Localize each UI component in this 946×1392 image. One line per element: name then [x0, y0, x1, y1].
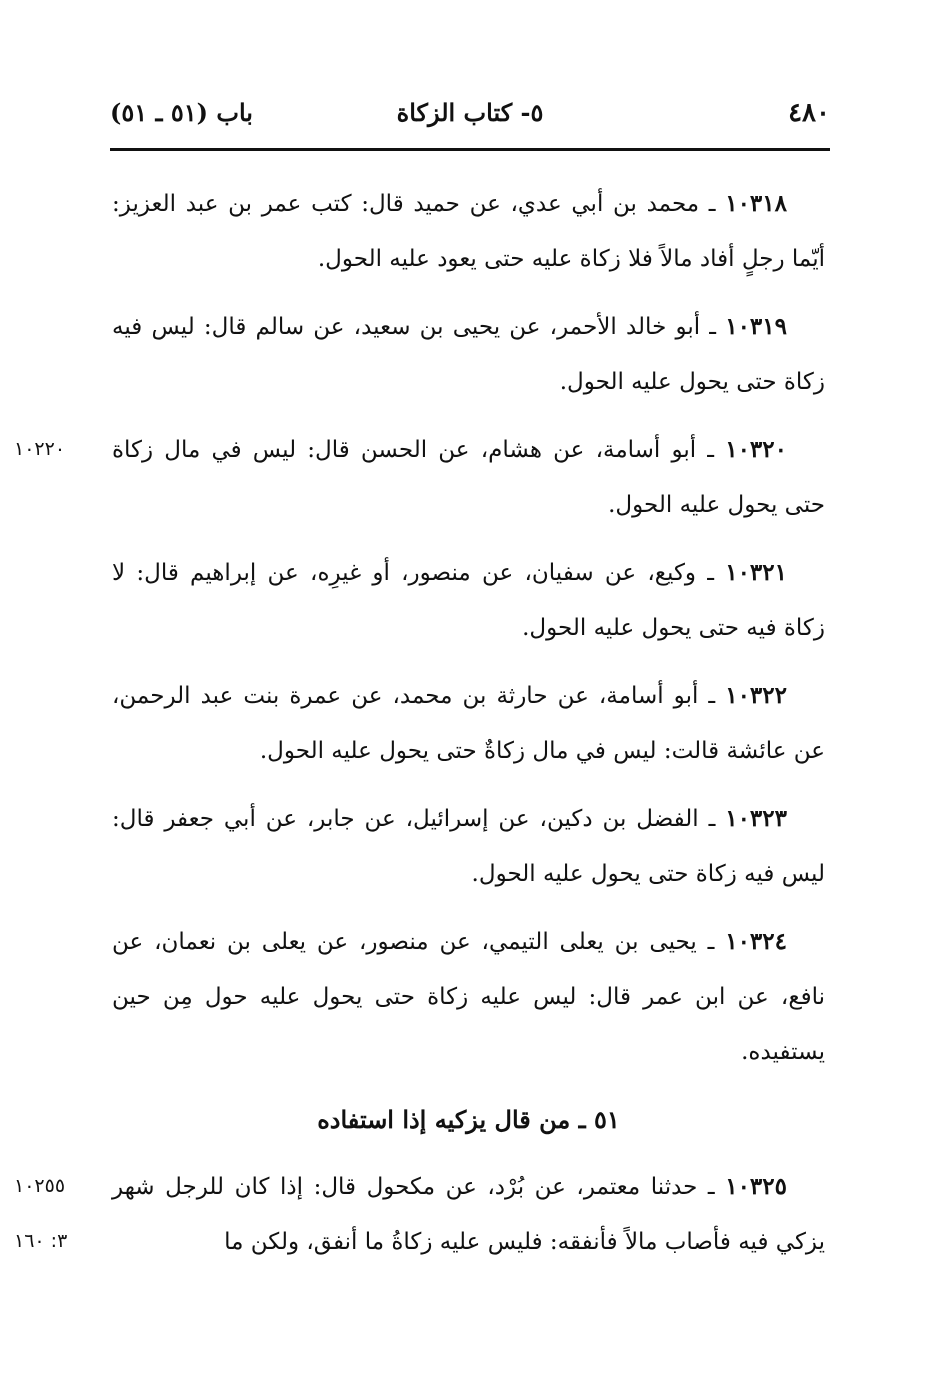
entry-number: ١٠٣٢١	[725, 559, 787, 586]
entry-number: ١٠٣١٩	[725, 313, 787, 340]
section-heading: ٥١ ـ من قال يزكيه إذا استفاده	[317, 1105, 620, 1134]
page-body	[14, 176, 825, 1282]
entry-text: ـ أبو أسامة، عن هشام، عن الحسن قال: ليس في مال زكاة حتى يحول عليه الحول.	[112, 437, 825, 518]
page-number: ٤٨٠	[788, 98, 830, 128]
hadith-entry-10324	[112, 914, 825, 1080]
page-header	[110, 90, 830, 150]
margin-reference: ١٠٢٢٠	[14, 438, 66, 460]
entry-text: ـ أبو خالد الأحمر، عن يحيى بن سعيد، عن سالم قال: ليس فيه زكاة حتى يحول عليه الحول.	[112, 314, 825, 395]
entry-text: ـ أبو أسامة، عن حارثة بن محمد، عن عمرة بنت عبد الرحمن، عن عائشة قالت: ليس في مال زكاةٌ حتى يحول عليه الحول.	[112, 683, 825, 764]
hadith-entry-10318	[112, 176, 825, 287]
hadith-entry-10319	[112, 299, 825, 410]
hadith-entry-10325	[14, 1159, 825, 1270]
entry-text: ـ محمد بن أبي عدي، عن حميد قال: كتب عمر بن عبد العزيز: أيّما رجلٍ أفاد مالاً فلا زكاة عليه حتى يعود عليه الحول.	[112, 191, 825, 272]
entry-number: ١٠٣٢٤	[725, 928, 787, 955]
book-title: ٥- كتاب الزكاة	[396, 98, 544, 127]
entry-number: ١٠٣٢٣	[725, 805, 787, 832]
margin-reference: ١٠٢٥٥	[14, 1175, 66, 1197]
header-rule	[110, 148, 830, 151]
hadith-entry-10320	[14, 422, 825, 533]
entry-number: ١٠٣٢٥	[725, 1173, 787, 1200]
entry-number: ١٠٣١٨	[725, 190, 787, 217]
chapter-range: باب (٥١ ـ ٥١)	[110, 98, 253, 127]
entry-text: ـ حدثنا معتمر، عن بُرْد، عن مكحول قال: إذا كان للرجل شهر يزكي فيه فأصاب مالاً فأنفقه: فليس عليه زكاةُ ما أنفق، ولكن ما	[112, 1174, 825, 1255]
entry-number: ١٠٣٢٠	[725, 436, 787, 463]
entry-text: ـ الفضل بن دكين، عن إسرائيل، عن جابر، عن أبي جعفر قال: ليس فيه زكاة حتى يحول عليه الحول.	[112, 806, 825, 887]
margin-volume-reference: ٣: ١٦٠	[14, 1230, 68, 1252]
hadith-entry-10322	[112, 668, 825, 779]
hadith-entry-10321	[112, 545, 825, 656]
entry-text: ـ وكيع، عن سفيان، عن منصور، أو غيرِه، عن إبراهيم قال: لا زكاة فيه حتى يحول عليه الحول.	[112, 560, 825, 641]
entry-text: ـ يحيى بن يعلى التيمي، عن منصور، عن يعلى بن نعمان، عن نافع، عن ابن عمر قال: ليس عليه زكاة حتى يحول عليه حول مِن حين يستفيده.	[112, 929, 825, 1065]
entry-number: ١٠٣٢٢	[725, 682, 787, 709]
hadith-entry-10323	[112, 791, 825, 902]
